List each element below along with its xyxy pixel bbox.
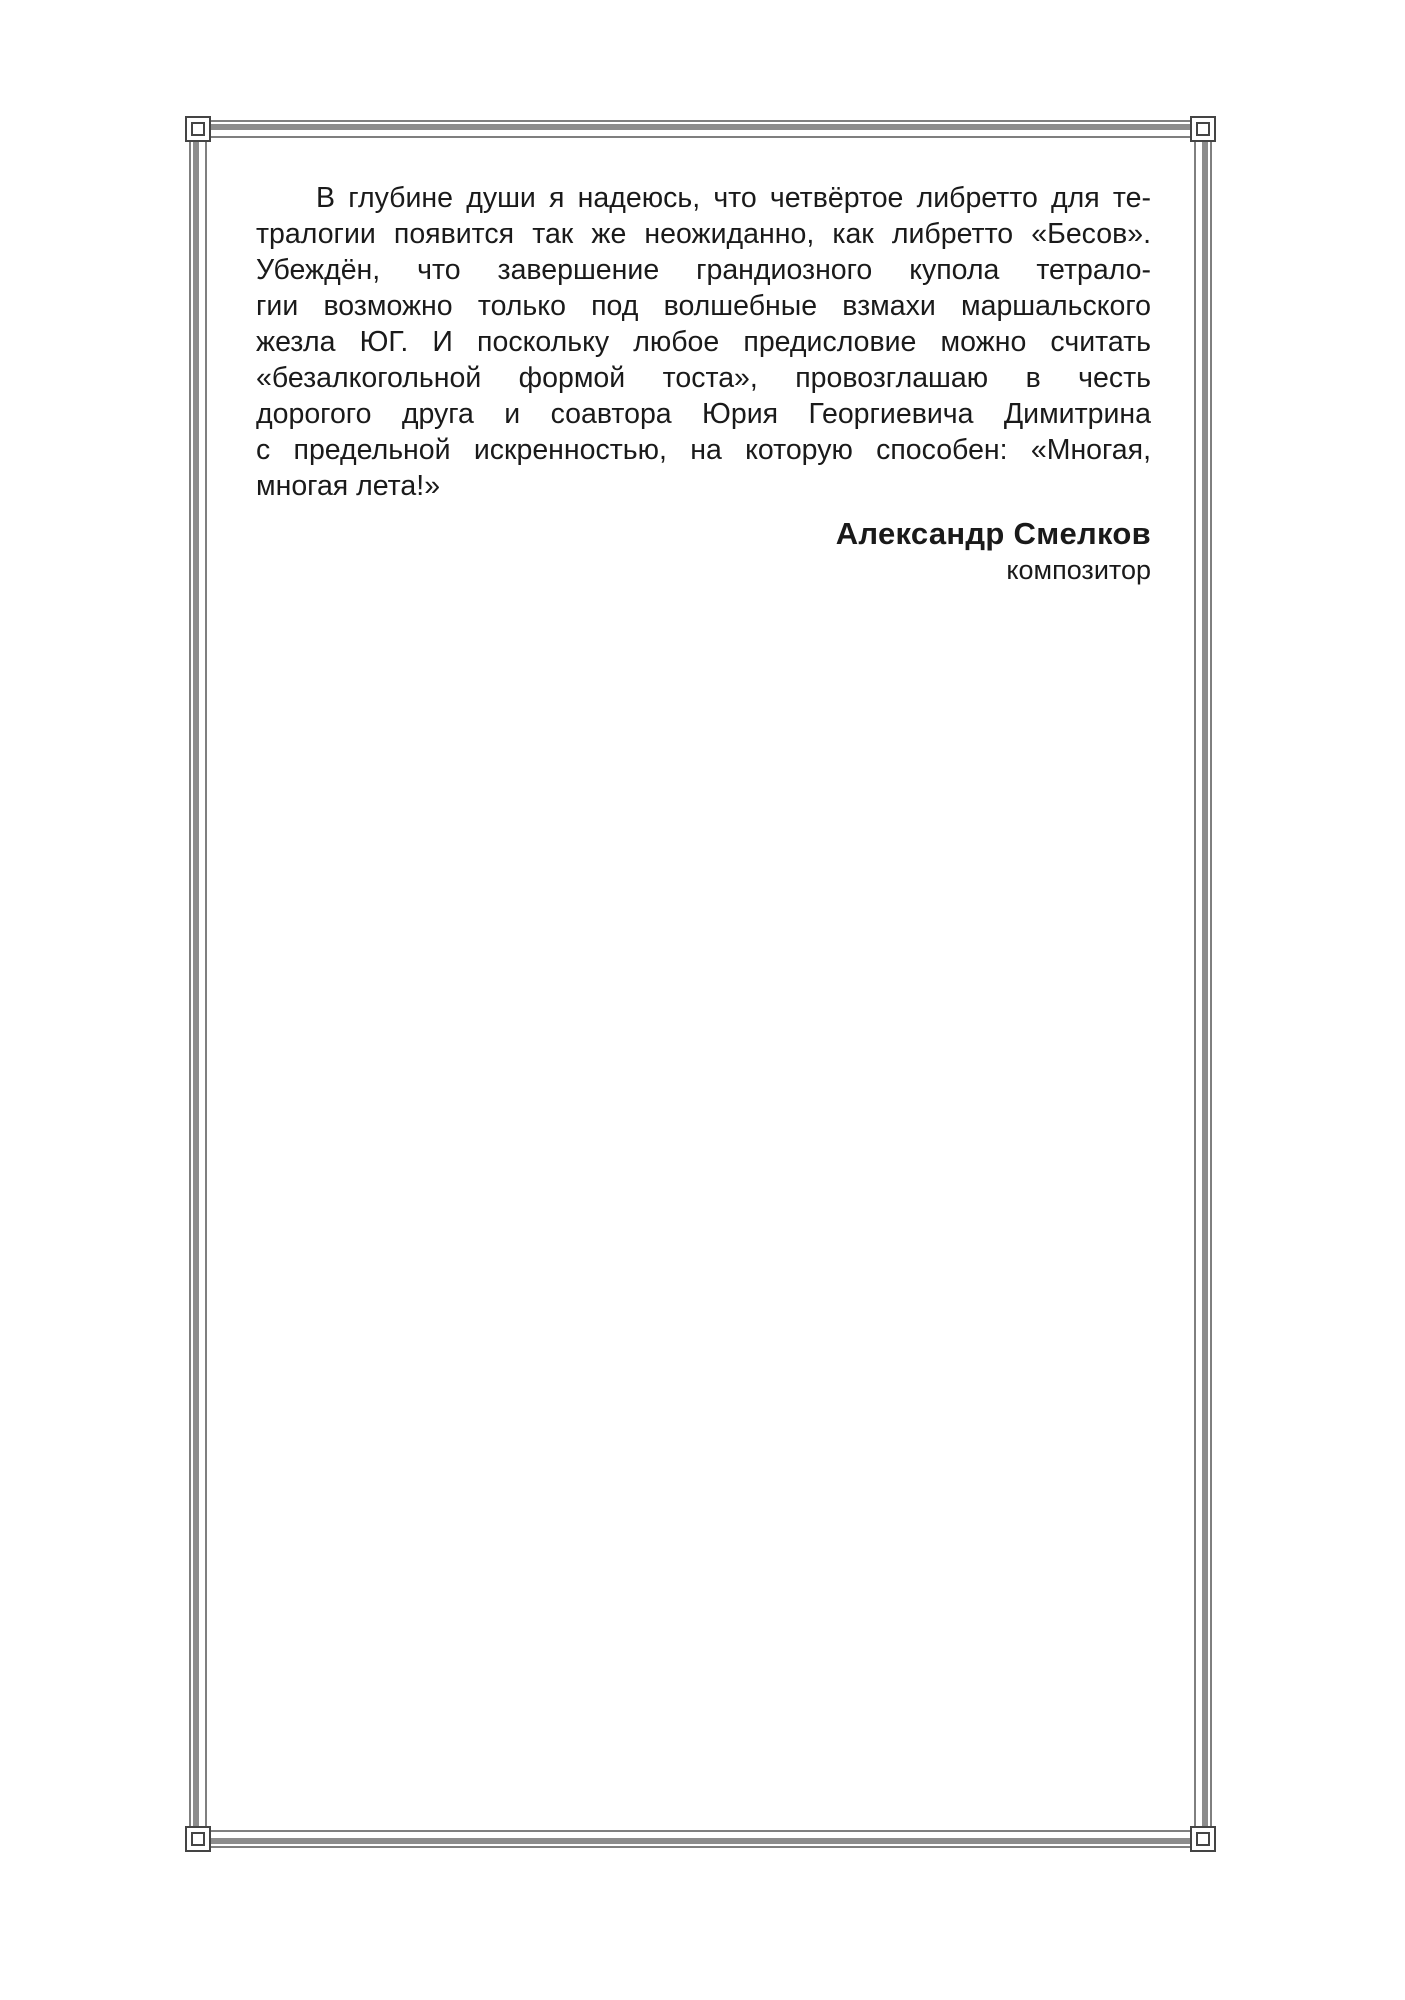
paragraph-line: жезла ЮГ. И поскольку любое предисловие можно считать — [256, 326, 1151, 358]
paragraph-line: «безалкогольной формой тоста», провозглашаю в честь — [256, 362, 1151, 394]
paragraph-line: дорогого друга и соавтора Юрия Георгиевича Димитрина — [256, 398, 1151, 430]
body-paragraph — [256, 180, 1151, 504]
corner-ornament-bottom-right — [1191, 1827, 1215, 1851]
main-text-block — [256, 180, 1151, 586]
corner-ornament-top-right — [1191, 117, 1215, 141]
signature-block — [256, 514, 1151, 586]
author-role: композитор — [1006, 555, 1151, 585]
corner-ornament-bottom-left — [186, 1827, 210, 1851]
paragraph-line: гии возможно только под волшебные взмахи маршальского — [256, 290, 1151, 322]
paragraph-line: Убеждён, что завершение грандиозного купола тетрало- — [256, 254, 1151, 286]
paragraph-line: многая лета!» — [256, 470, 441, 502]
author-name: Александр Смелков — [835, 516, 1151, 551]
paragraph-line: с предельной искренностью, на которую способен: «Многая, — [256, 434, 1151, 466]
paragraph-line: В глубине души я надеюсь, что четвёртое либретто для те- — [316, 182, 1151, 214]
paragraph-line: тралогии появится так же неожиданно, как либретто «Бесов». — [256, 218, 1151, 250]
corner-ornament-top-left — [186, 117, 210, 141]
